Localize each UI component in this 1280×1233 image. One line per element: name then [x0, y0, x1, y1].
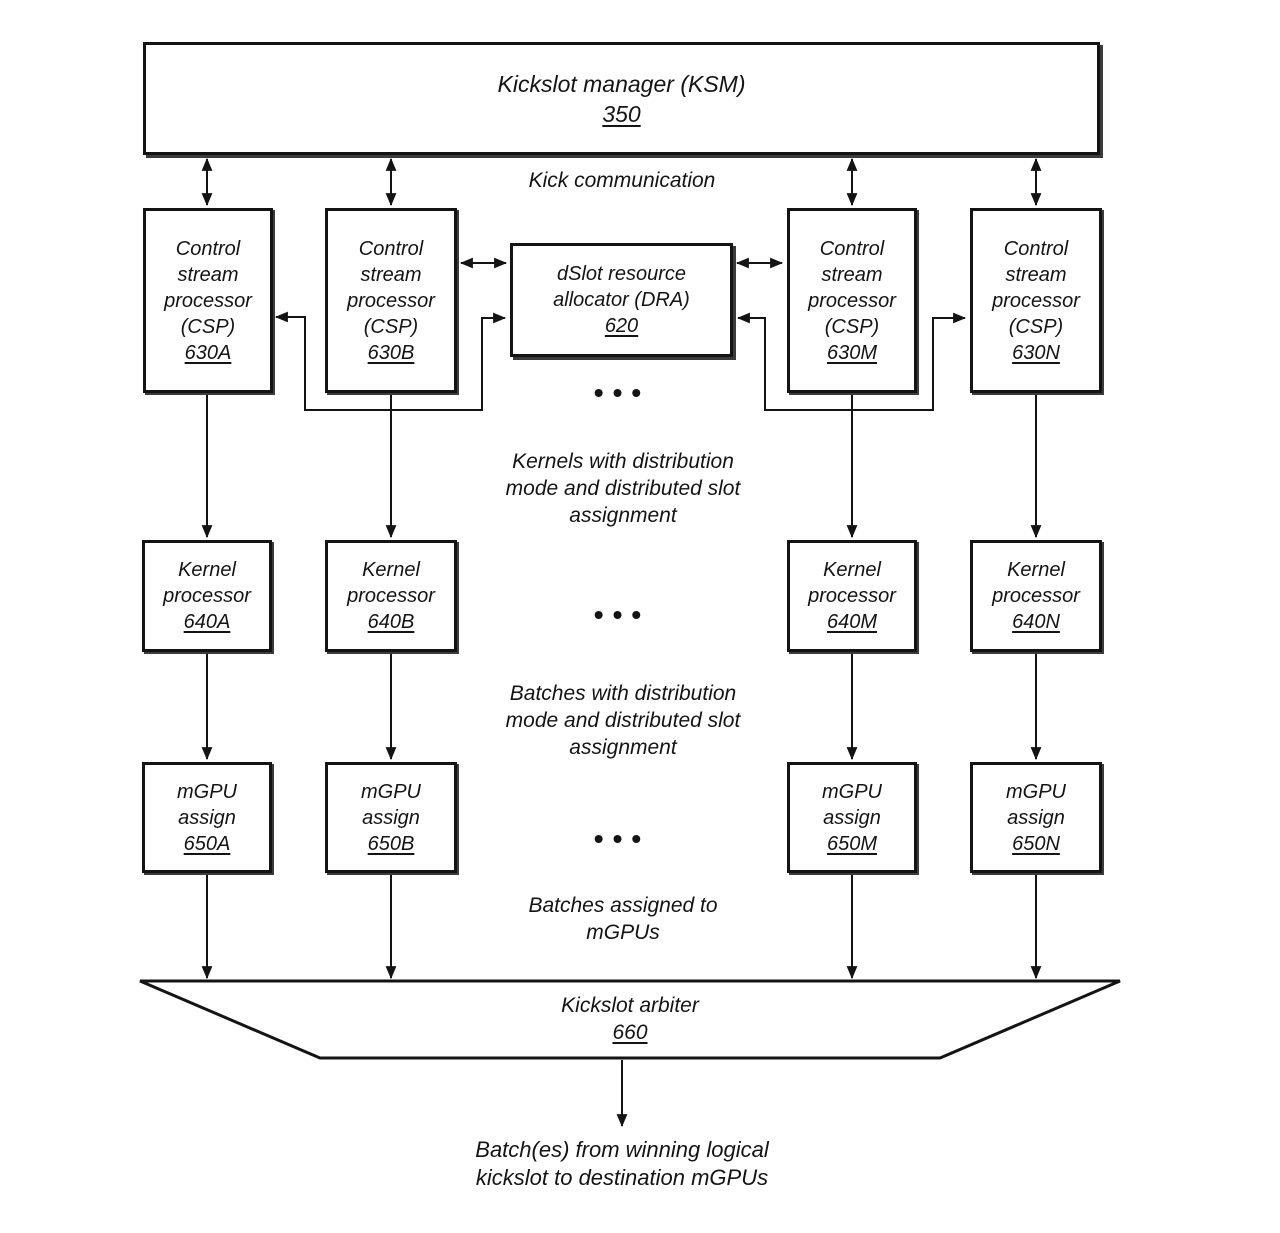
- kernel-640a-label: Kernel processor: [163, 559, 251, 607]
- kernel-640m-label: Kernel processor: [808, 559, 896, 607]
- mgpu-650a-ref: 650A: [183, 832, 231, 855]
- kernel-640n-box: [970, 540, 1102, 652]
- csp-630b-ref: 630B: [367, 341, 415, 364]
- csp-630n-box: [970, 208, 1102, 393]
- csp-630a-label: Control stream processor (CSP): [164, 237, 252, 338]
- kernel-640m-ref: 640M: [826, 611, 878, 633]
- ksm-box: [143, 42, 1100, 155]
- kick-communication-label: Kick communication: [528, 169, 716, 192]
- dra-ref: 620: [604, 315, 639, 337]
- mgpu-650n-label: mGPU assign: [1006, 780, 1066, 829]
- kernel-640b-ref: 640B: [367, 611, 415, 633]
- ellipsis-mgpu-row: •••: [593, 823, 651, 854]
- csp-630b-label: Control stream processor (CSP): [347, 237, 435, 338]
- csp-630n-label: Control stream processor (CSP): [992, 237, 1080, 338]
- mgpu-650m-box: [787, 762, 917, 873]
- kernel-640n-ref: 640N: [1012, 611, 1060, 633]
- csp-630n-ref: 630N: [1012, 341, 1060, 364]
- mgpu-650m-label: mGPU assign: [822, 780, 882, 829]
- ksm-label: Kickslot manager (KSM): [497, 70, 746, 97]
- csp-630a-ref: 630A: [184, 341, 232, 364]
- arbiter-text: [480, 992, 780, 1046]
- csp-630b-box: [325, 208, 457, 393]
- mgpu-650b-label: mGPU assign: [361, 780, 421, 829]
- dra-box: [510, 243, 733, 357]
- mgpu-650a-box: [142, 762, 272, 873]
- batches-assigned-label: Batches assigned to mGPUs: [528, 894, 718, 944]
- mgpu-650b-ref: 650B: [367, 832, 415, 855]
- output-caption-label: Batch(es) from winning logical kickslot to destination mGPUs: [475, 1137, 769, 1190]
- ksm-ref: 350: [602, 100, 641, 127]
- arbiter-label: Kickslot arbiter: [561, 994, 699, 1017]
- mgpu-650b-box: [325, 762, 457, 873]
- kernel-640b-box: [325, 540, 457, 652]
- kernels-distribution-label: Kernels with distribution mode and distributed slot assignment: [505, 450, 741, 527]
- csp-630m-label: Control stream processor (CSP): [808, 237, 896, 338]
- ellipsis-dra-row: •••: [593, 377, 651, 408]
- mgpu-650n-box: [970, 762, 1102, 873]
- mgpu-650a-label: mGPU assign: [177, 780, 237, 829]
- ellipsis-kernel-row: •••: [593, 599, 651, 630]
- csp-630m-ref: 630M: [826, 341, 878, 364]
- kernel-640m-box: [787, 540, 917, 652]
- arbiter-ref: 660: [612, 1021, 648, 1044]
- mgpu-650m-ref: 650M: [826, 832, 878, 855]
- kernel-640n-label: Kernel processor: [992, 559, 1080, 607]
- kernel-640b-label: Kernel processor: [347, 559, 435, 607]
- batches-distribution-label: Batches with distribution mode and distributed slot assignment: [505, 682, 741, 759]
- csp-630m-box: [787, 208, 917, 393]
- dra-label: dSlot resource allocator (DRA): [553, 263, 690, 311]
- mgpu-650n-ref: 650N: [1012, 832, 1060, 855]
- kernel-640a-ref: 640A: [183, 611, 231, 633]
- kernel-640a-box: [142, 540, 272, 652]
- csp-630a-box: [143, 208, 273, 393]
